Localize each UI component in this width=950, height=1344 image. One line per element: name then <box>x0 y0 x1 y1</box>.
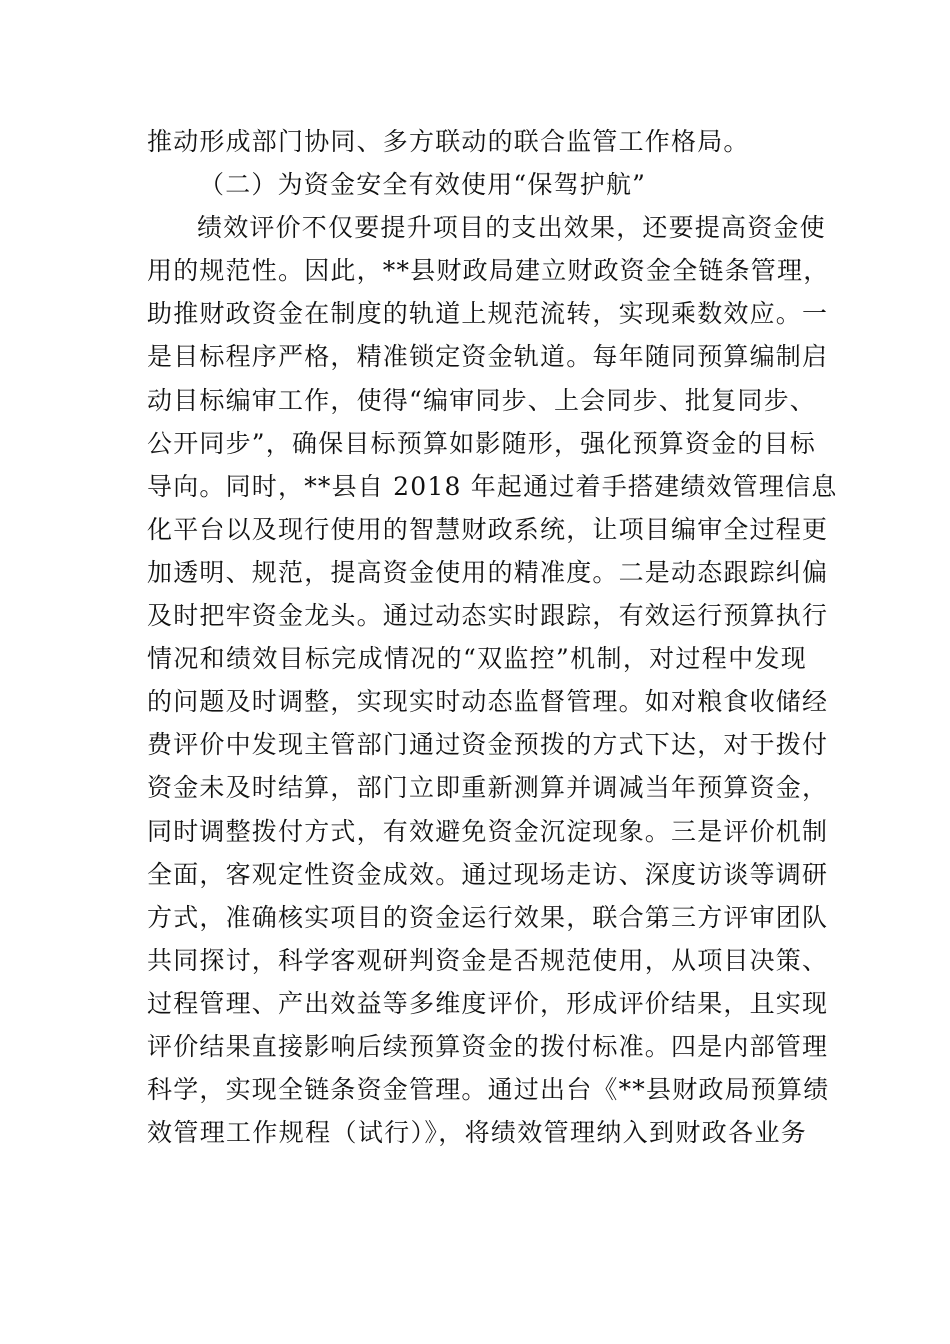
paragraph-line: 导向。同时，**县自 2018 年起通过着手搭建绩效管理信息 <box>147 471 838 501</box>
paragraph-line: 过程管理、产出效益等多维度评价，形成评价结果，且实现 <box>147 988 829 1018</box>
paragraph-line: 用的规范性。因此，**县财政局建立财政资金全链条管理， <box>147 256 830 286</box>
paragraph-line: 效管理工作规程（试行）》，将绩效管理纳入到财政各业务 <box>147 1118 807 1148</box>
paragraph-line: 费评价中发现主管部门通过资金预拨的方式下达，对于拨付 <box>147 730 829 760</box>
paragraph-line: 及时把牢资金龙头。通过动态实时跟踪，有效运行预算执行 <box>147 601 829 631</box>
paragraph-line: 科学，实现全链条资金管理。通过出台《**县财政局预算绩 <box>147 1075 830 1105</box>
paragraph-line: 公开同步”，确保目标预算如影随形，强化预算资金的目标 <box>147 428 816 458</box>
paragraph-line: 评价结果直接影响后续预算资金的拨付标准。四是内部管理 <box>147 1031 829 1061</box>
paragraph-line: 绩效评价不仅要提升项目的支出效果，还要提高资金使 <box>197 213 826 243</box>
section-heading: （二）为资金安全有效使用“保驾护航” <box>199 170 647 200</box>
paragraph-line: 共同探讨，科学客观研判资金是否规范使用，从项目决策、 <box>147 945 829 975</box>
body-text <box>147 120 838 1154</box>
paragraph-line: 的问题及时调整，实现实时动态监督管理。如对粮食收储经 <box>147 687 829 717</box>
paragraph-line: 资金未及时结算，部门立即重新测算并调减当年预算资金， <box>147 773 829 803</box>
paragraph-line: 加透明、规范，提高资金使用的精准度。二是动态跟踪纠偏 <box>147 557 829 587</box>
paragraph-line: 推动形成部门协同、多方联动的联合监管工作格局。 <box>147 127 750 156</box>
paragraph-line: 同时调整拨付方式，有效避免资金沉淀现象。三是评价机制 <box>147 816 829 846</box>
paragraph-line: 全面，客观定性资金成效。通过现场走访、深度访谈等调研 <box>147 859 829 889</box>
paragraph-line: 是目标程序严格，精准锁定资金轨道。每年随同预算编制启 <box>147 342 829 372</box>
paragraph-line: 动目标编审工作，使得“编审同步、上会同步、批复同步、 <box>147 385 816 415</box>
paragraph-line: 情况和绩效目标完成情况的“双监控”机制，对过程中发现 <box>147 644 807 674</box>
paragraph-line: 方式，准确核实项目的资金运行效果，联合第三方评审团队 <box>147 902 829 932</box>
paragraph-line: 助推财政资金在制度的轨道上规范流转，实现乘数效应。一 <box>147 299 829 329</box>
paragraph-line: 化平台以及现行使用的智慧财政系统，让项目编审全过程更 <box>147 514 829 544</box>
